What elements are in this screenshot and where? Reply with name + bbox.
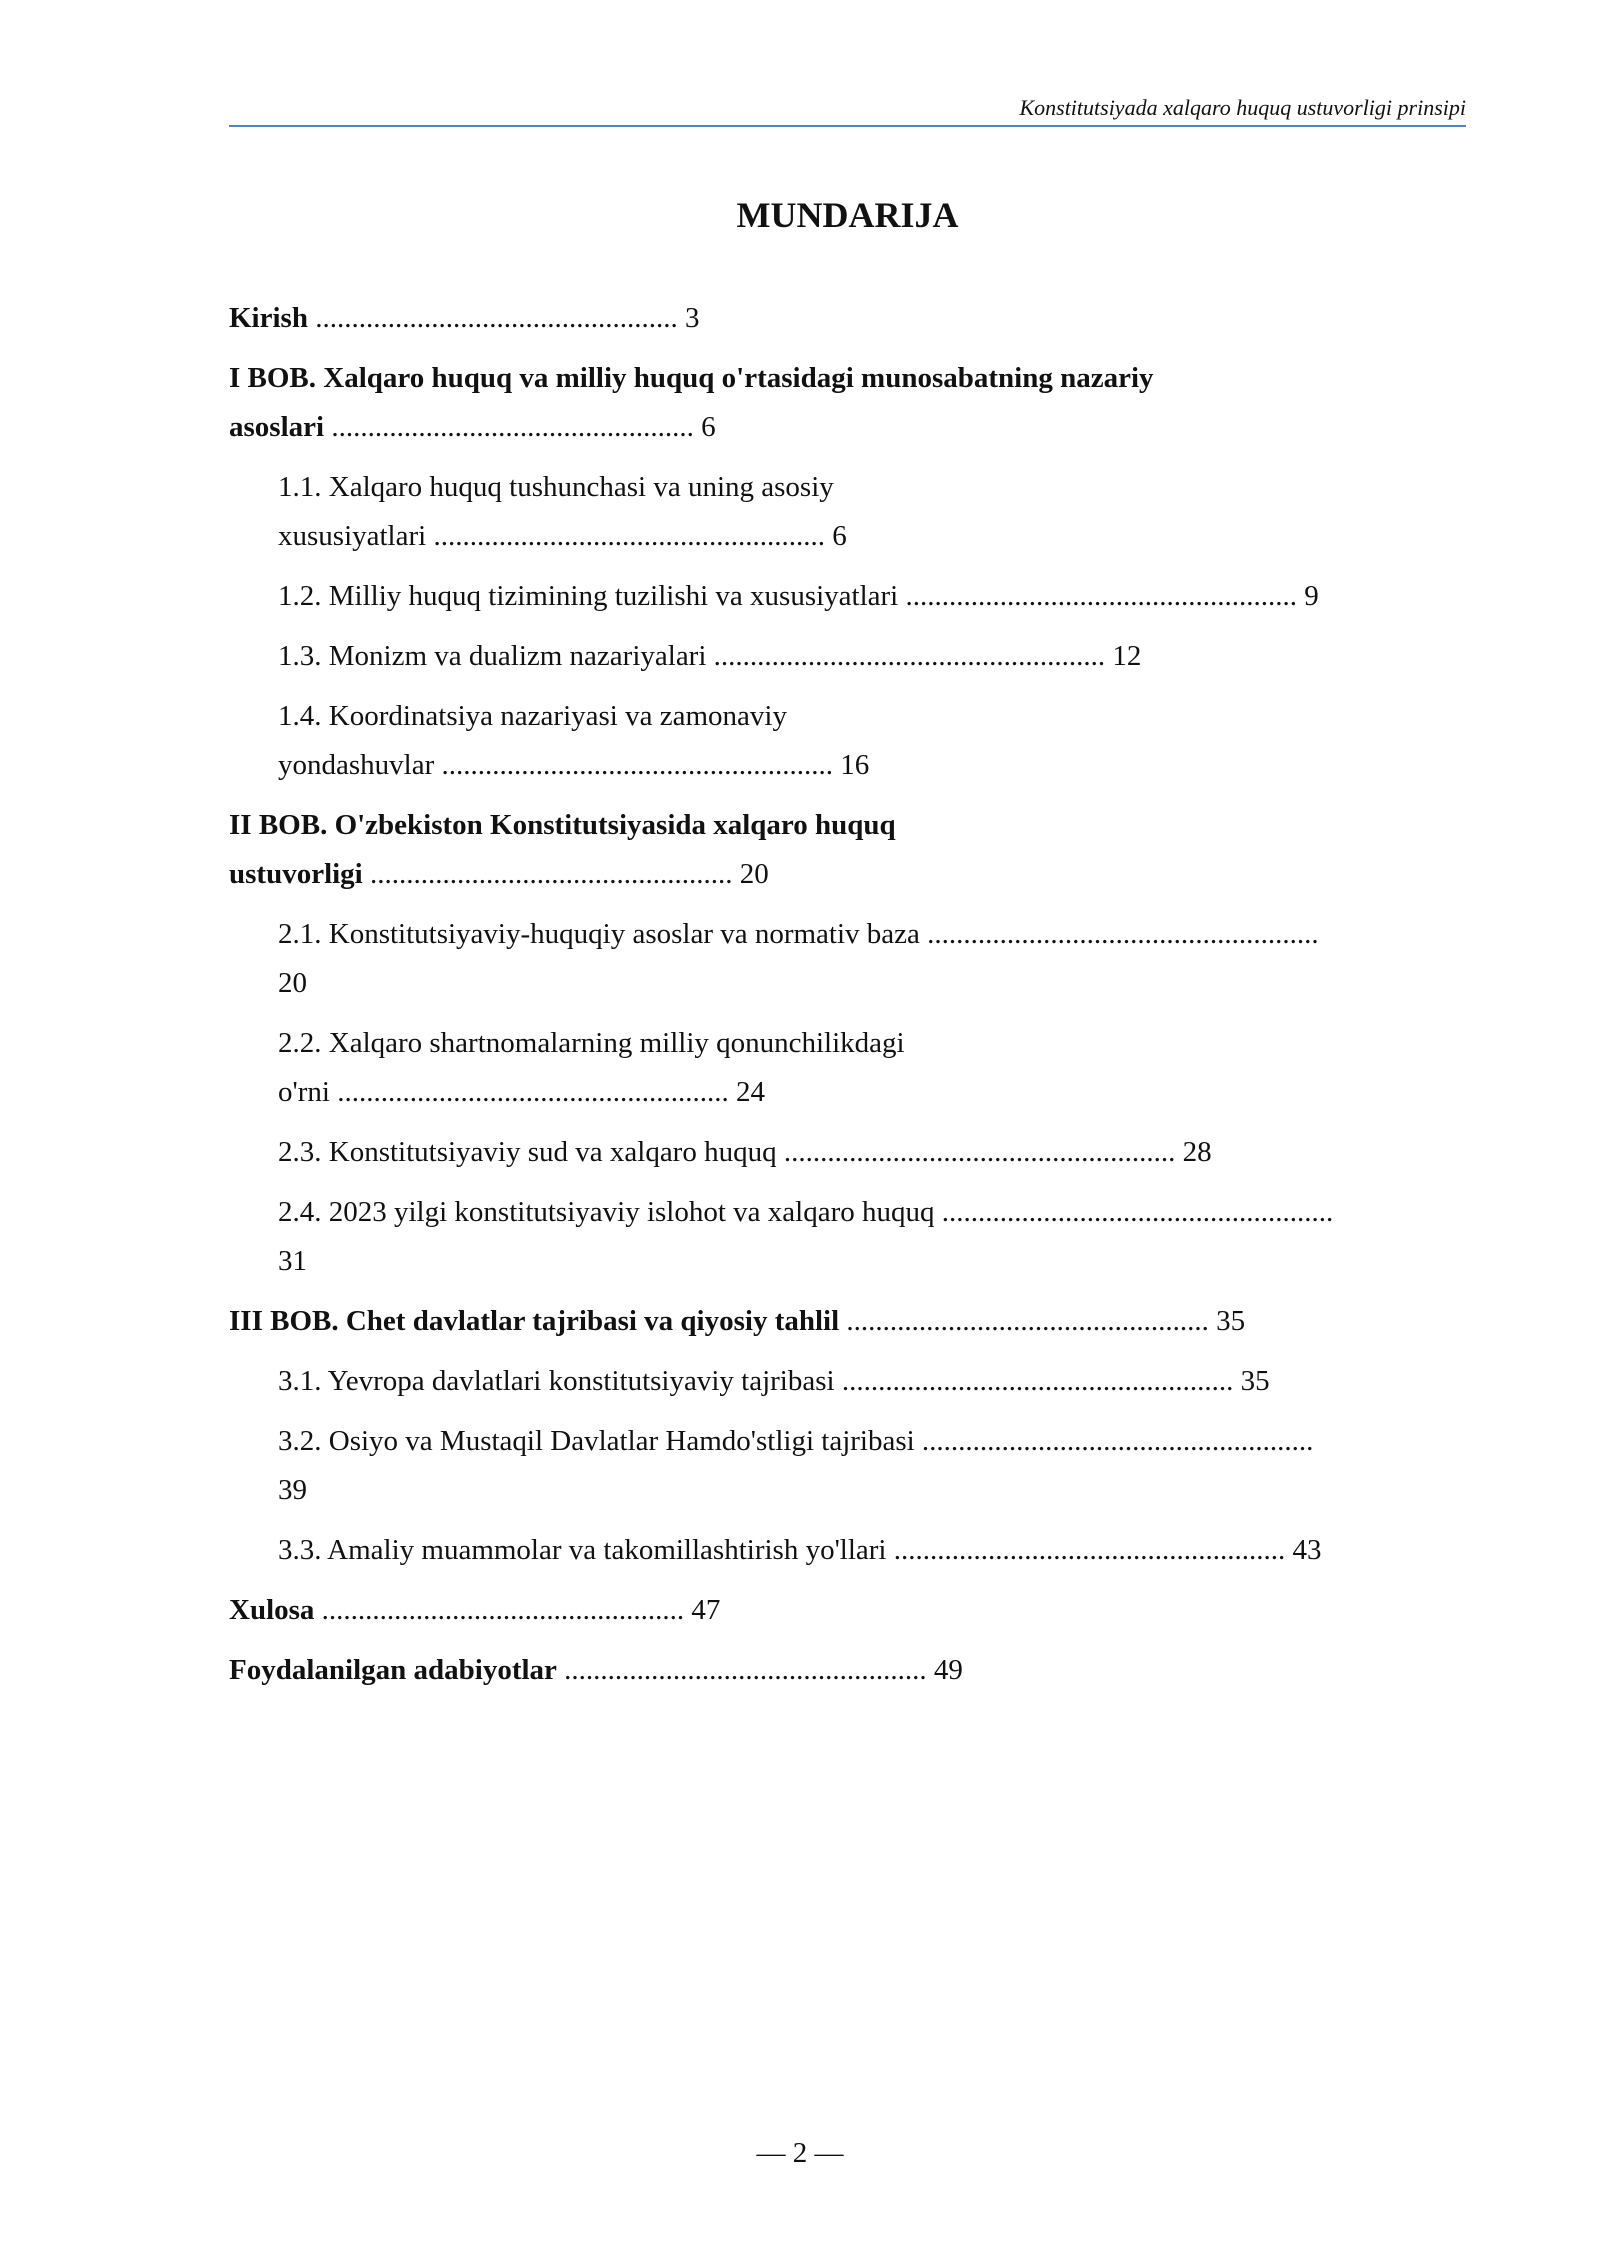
toc-entry-text: .................................................. 49: [556, 1654, 963, 1686]
toc-entry-text: yondashuvlar ...................................................... 16: [278, 749, 870, 781]
toc-entry-text: .................................................. 3: [307, 302, 700, 334]
toc-chapter-entry[interactable]: [229, 1646, 1469, 1695]
toc-entry-heading: Xulosa: [229, 1594, 315, 1626]
toc-entry-line: [278, 1466, 1469, 1515]
toc-entry-text: 20: [278, 967, 307, 999]
toc-entry-line: [278, 959, 1469, 1008]
toc-entry-line: [278, 632, 1469, 681]
toc-entry-text: o'rni ...................................................... 24: [278, 1076, 765, 1108]
toc-entry-line: [278, 463, 1469, 512]
toc-entry-text: 2.2. Xalqaro shartnomalarning milliy qonunchilikdagi: [278, 1027, 905, 1059]
toc-entry-line: [278, 1128, 1469, 1177]
toc-entry-text: 3.2. Osiyo va Mustaqil Davlatlar Hamdo'stligi tajribasi ......................................................: [278, 1425, 1314, 1457]
toc-entry-line: [229, 1586, 1469, 1635]
toc-entry-line: [229, 801, 1469, 850]
toc-entry-line: [278, 1526, 1469, 1575]
toc-entry-heading: asoslari: [229, 411, 325, 443]
page-number: — 2 —: [756, 2137, 844, 2169]
running-header: Konstitutsiyada xalqaro huquq ustuvorligi prinsipi: [1019, 95, 1466, 120]
toc-entry-text: 2.4. 2023 yilgi konstitutsiyaviy islohot va xalqaro huquq ......................................................: [278, 1196, 1334, 1228]
toc-section-entry[interactable]: [229, 572, 1469, 621]
toc-entry-line: [229, 1646, 1469, 1695]
toc-entry-text: 1.3. Monizm va dualizm nazariyalari ...................................................... 12: [278, 640, 1142, 672]
toc-entry-line: [278, 1357, 1469, 1406]
toc-entry-text: .................................................. 47: [314, 1594, 721, 1626]
toc-entry-text: 1.2. Milliy huquq tizimining tuzilishi va xususiyatlari ...................................................... 9: [278, 580, 1319, 612]
toc-entry-text: 2.3. Konstitutsiyaviy sud va xalqaro huquq ...................................................... 28: [278, 1136, 1212, 1168]
page-title: MUNDARIJA: [736, 195, 959, 235]
toc-entry-line: [278, 1068, 1469, 1117]
toc-entry-heading: I BOB. Xalqaro huquq va milliy huquq o'rtasidagi munosabatning nazariy: [229, 362, 1154, 394]
toc-chapter-entry[interactable]: [229, 354, 1469, 452]
toc-entry-heading: Kirish: [229, 302, 308, 334]
table-of-contents: [229, 294, 1469, 1706]
toc-section-entry[interactable]: [229, 632, 1469, 681]
toc-entry-line: [278, 910, 1469, 959]
toc-entry-line: [229, 403, 1469, 452]
toc-entry-heading: III BOB. Chet davlatlar tajribasi va qiyosiy tahlil: [229, 1305, 840, 1337]
toc-entry-line: [278, 741, 1469, 790]
toc-entry-line: [278, 1417, 1469, 1466]
toc-entry-text: 1.1. Xalqaro huquq tushunchasi va uning asosiy: [278, 471, 834, 503]
toc-entry-heading: ustuvorligi: [229, 858, 363, 890]
toc-entry-line: [229, 1297, 1469, 1346]
toc-section-entry[interactable]: [229, 1526, 1469, 1575]
toc-entry-line: [229, 294, 1469, 343]
toc-entry-text: 3.1. Yevropa davlatlari konstitutsiyaviy tajribasi ...................................................... 35: [278, 1365, 1270, 1397]
toc-entry-line: [278, 512, 1469, 561]
toc-chapter-entry[interactable]: [229, 1297, 1469, 1346]
toc-chapter-entry[interactable]: [229, 294, 1469, 343]
toc-entry-line: [229, 354, 1469, 403]
toc-entry-text: .................................................. 6: [324, 411, 716, 443]
toc-entry-line: [278, 1188, 1469, 1237]
toc-section-entry[interactable]: [229, 1128, 1469, 1177]
toc-entry-line: [278, 572, 1469, 621]
toc-section-entry[interactable]: [229, 1019, 1469, 1117]
toc-section-entry[interactable]: [229, 910, 1469, 1008]
toc-entry-text: xususiyatlari ...................................................... 6: [278, 520, 847, 552]
toc-entry-text: 3.3. Amaliy muammolar va takomillashtirish yo'llari ...................................................... 43: [278, 1534, 1322, 1566]
toc-entry-text: .................................................. 35: [839, 1305, 1246, 1337]
toc-chapter-entry[interactable]: [229, 1586, 1469, 1635]
toc-section-entry[interactable]: [229, 1188, 1469, 1286]
toc-entry-line: [278, 1019, 1469, 1068]
toc-section-entry[interactable]: [229, 692, 1469, 790]
toc-section-entry[interactable]: [229, 463, 1469, 561]
toc-entry-text: 31: [278, 1245, 307, 1277]
toc-section-entry[interactable]: [229, 1417, 1469, 1515]
toc-entry-heading: Foydalanilgan adabiyotlar: [229, 1654, 557, 1686]
toc-section-entry[interactable]: [229, 1357, 1469, 1406]
toc-entry-text: .................................................. 20: [362, 858, 769, 890]
toc-chapter-entry[interactable]: [229, 801, 1469, 899]
toc-entry-line: [229, 850, 1469, 899]
header-rule: [229, 125, 1466, 127]
toc-entry-text: 1.4. Koordinatsiya nazariyasi va zamonaviy: [278, 700, 787, 732]
toc-entry-text: 39: [278, 1474, 307, 1506]
toc-entry-line: [278, 692, 1469, 741]
toc-entry-text: 2.1. Konstitutsiyaviy-huquqiy asoslar va normativ baza ......................................................: [278, 918, 1319, 950]
toc-entry-heading: II BOB. O'zbekiston Konstitutsiyasida xalqaro huquq: [229, 809, 896, 841]
toc-entry-line: [278, 1237, 1469, 1286]
